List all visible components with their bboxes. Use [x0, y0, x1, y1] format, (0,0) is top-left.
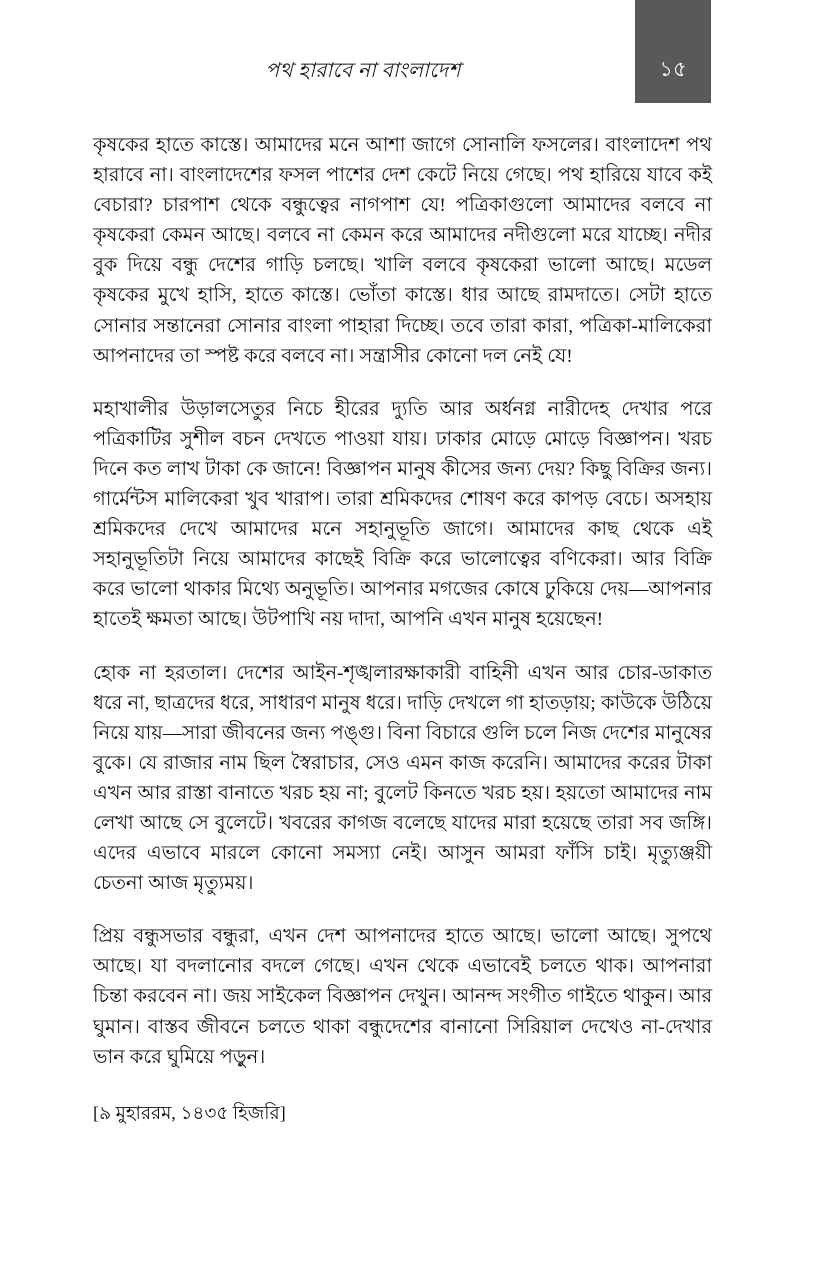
page-number-box	[635, 0, 711, 103]
colophon-date: [৯ মুহাররম, ১৪৩৫ হিজরি]	[93, 1102, 286, 1123]
page-number: ১৫	[659, 57, 687, 81]
running-head	[0, 0, 822, 110]
paragraph: মহাখালীর উড়ালসেতুর নিচে হীরের দ্যুতি আর অর্ধনগ্ন নারীদেহ দেখার পরে পত্রিকাটির সুশীল বচন দেখতে পাওয়া যায়। ঢাকার মোড়ে মোড়ে বিজ্ঞাপন। খরচ দিনে কত লাখ টাকা কে জানে! বিজ্ঞাপন মানুষ কীসের জন্য দেয়? কিছু বিক্রির জন্য। গার্মেন্টস মালিকেরা খুব খারাপ। তারা শ্রমিকদের শোষণ করে কাপড় বেচে। অসহায় শ্রমিকদের দেখে আমাদের মনে সহানুভূতি জাগে। আমাদের কাছ থেকে এই সহানুভূতিটা নিয়ে আমাদের কাছেই বিক্রি করে ভালোত্বের বণিকেরা। আর বিক্রি করে ভালো থাকার মিথ্যে অনুভূতি। আপনার মগজের কোষে ঢুকিয়ে দেয়—আপনার হাতেই ক্ষমতা আছে। উটপাখি নয় দাদা, আপনি এখন মানুষ হয়েছেন!	[93, 398, 712, 631]
body-text-column	[93, 131, 712, 1127]
running-title: পথ হারাবে না বাংলাদেশ	[265, 60, 461, 82]
paragraph: প্রিয় বন্ধুসভার বন্ধুরা, এখন দেশ আপনাদের হাতে আছে। ভালো আছে। সুপথে আছে। যা বদলানোর বদলে গেছে। এখন থেকে এভাবেই চলতে থাক। আপনারা চিন্তা করবেন না। জয় সাইকেল বিজ্ঞাপন দেখুন। আনন্দ সংগীত গাইতে থাকুন। আর ঘুমান। বাস্তব জীবনে চলতে থাকা বন্ধুদেশের বানানো সিরিয়াল দেখেও না-দেখার ভান করে ঘুমিয়ে পড়ুন।	[93, 926, 712, 1068]
paragraph: হোক না হরতাল। দেশের আইন-শৃঙ্খলারক্ষাকারী বাহিনী এখন আর চোর-ডাকাত ধরে না, ছাত্রদের ধরে, সাধারণ মানুষ ধরে। দাড়ি দেখলে গা হাতড়ায়; কাউকে উঠিয়ে নিয়ে যায়—সারা জীবনের জন্য পঙ্গু। বিনা বিচারে গুলি চলে নিজ দেশের মানুষের বুকে। যে রাজার নাম ছিল স্বৈরাচার, সেও এমন কাজ করেনি। আমাদের করের টাকা এখন আর রাস্তা বানাতে খরচ হয় না; বুলেট কিনতে খরচ হয়। হয়তো আমাদের নাম লেখা আছে সে বুলেটে। খবরের কাগজ বলেছে যাদের মারা হয়েছে তারা সব জঙ্গি। এদের এভাবে মারলে কোনো সমস্যা নেই। আসুন আমরা ফাঁসি চাই। মৃত্যুঞ্জয়ী চেতনা আজ মৃত্যুময়।	[93, 662, 712, 895]
paragraph: কৃষকের হাতে কাস্তে। আমাদের মনে আশা জাগে সোনালি ফসলের। বাংলাদেশ পথ হারাবে না। বাংলাদেশের ফসল পাশের দেশ কেটে নিয়ে গেছে। পথ হারিয়ে যাবে কই বেচারা? চারপাশ থেকে বন্ধুত্বের নাগপাশ যে! পত্রিকাগুলো আমাদের বলবে না কৃষকেরা কেমন আছে। বলবে না কেমন করে আমাদের নদীগুলো মরে যাচ্ছে। নদীর বুক দিয়ে বন্ধু দেশের গাড়ি চলছে। খালি বলবে কৃষকেরা ভালো আছে। মডেল কৃষকের মুখে হাসি, হাতে কাস্তে। ভোঁতা কাস্তে। ধার আছে রামদাতে। সেটা হাতে সোনার সন্তানেরা সোনার বাংলা পাহারা দিচ্ছে। তবে তারা কারা, পত্রিকা-মালিকেরা আপনাদের তা স্পষ্ট করে বলবে না। সন্ত্রাসীর কোনো দল নেই যে!	[93, 135, 712, 367]
